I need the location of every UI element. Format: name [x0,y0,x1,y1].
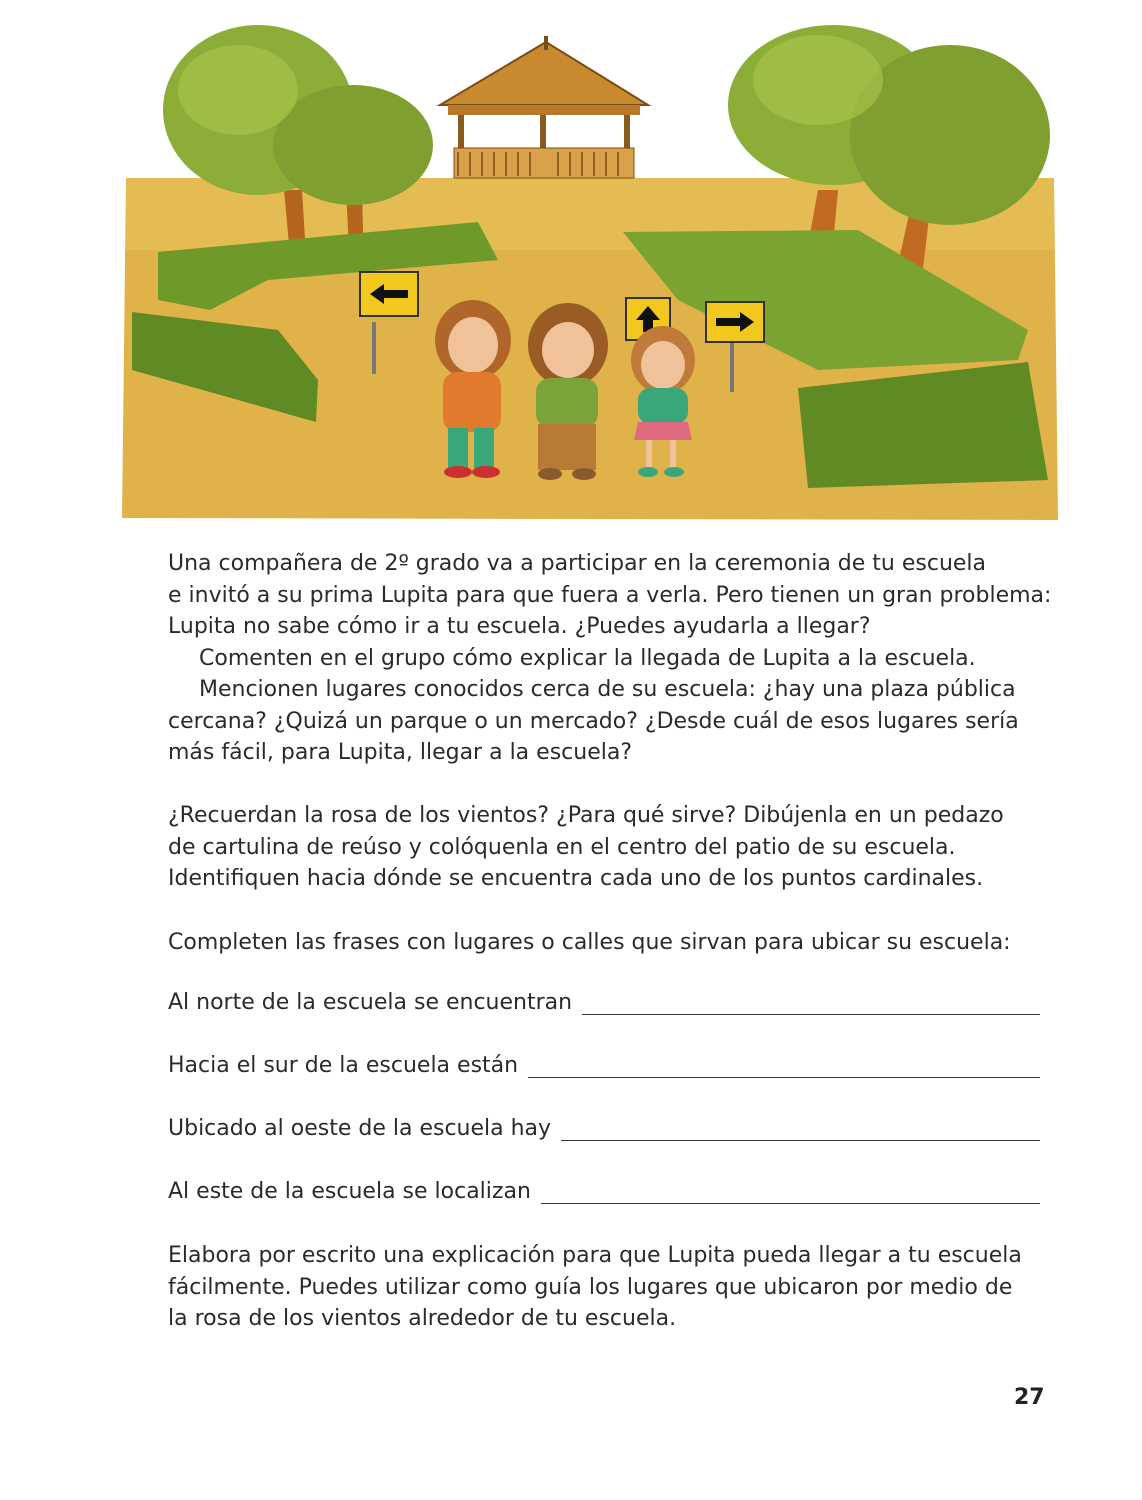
child-center [528,303,608,480]
fill-in-south [168,1051,1040,1078]
answer-line[interactable] [528,1051,1040,1078]
fill-in-east [168,1177,1040,1204]
text-line: de cartulina de reúso y colóquenla en el centro del patio de su escuela. [168,834,956,860]
answer-line[interactable] [541,1177,1040,1204]
text-line: Lupita no sabe cómo ir a tu escuela. ¿Puedes ayudarla a llegar? [168,614,871,639]
text-line: más fácil, para Lupita, llegar a la escuela? [168,740,632,765]
text-line: Una compañera de 2º grado va a participar en la ceremonia de tu escuela [168,551,987,576]
instruction-text [168,927,1048,959]
text-line: la rosa de los vientos alrededor de tu escuela. [168,1306,677,1331]
fill-in-label: Hacia el sur de la escuela están [168,1053,519,1078]
text-line: cercana? ¿Quizá un parque o un mercado? ¿Desde cuál de esos lugares sería [168,708,1019,734]
gazebo [440,36,648,178]
answer-line[interactable] [582,988,1040,1015]
intro-paragraph [168,548,1052,769]
park-illustration [118,10,1062,530]
text-line: ¿Recuerdan la rosa de los vientos? ¿Para qué sirve? Dibújenla en un pedazo [168,803,1004,828]
text-line: fácilmente. Puedes utilizar como guía los lugares que ubicaron por medio de [168,1274,1013,1300]
text-line: Mencionen lugares conocidos cerca de su escuela: ¿hay una plaza pública [199,677,1016,702]
text-line: e invitó a su prima Lupita para que fuera a verla. Pero tienen un gran problema: [168,582,1052,608]
text-line: Elabora por escrito una explicación para que Lupita pueda llegar a tu escuela [168,1243,1022,1268]
fill-in-label: Al norte de la escuela se encuentran [168,990,573,1015]
closing-paragraph [168,1240,1048,1335]
page-number: 27 [1014,1385,1045,1410]
answer-line[interactable] [561,1114,1040,1141]
fill-in-label: Al este de la escuela se localizan [168,1179,531,1204]
fill-in-north [168,988,1040,1015]
fill-in-west [168,1114,1040,1141]
rosa-paragraph [168,800,1048,895]
text-line: Identifiquen hacia dónde se encuentra cada uno de los puntos cardinales. [168,866,984,891]
text-line: Completen las frases con lugares o calles que sirvan para ubicar su escuela: [168,930,1011,955]
fill-in-label: Ubicado al oeste de la escuela hay [168,1116,552,1141]
text-line: Comenten en el grupo cómo explicar la llegada de Lupita a la escuela. [199,645,976,671]
